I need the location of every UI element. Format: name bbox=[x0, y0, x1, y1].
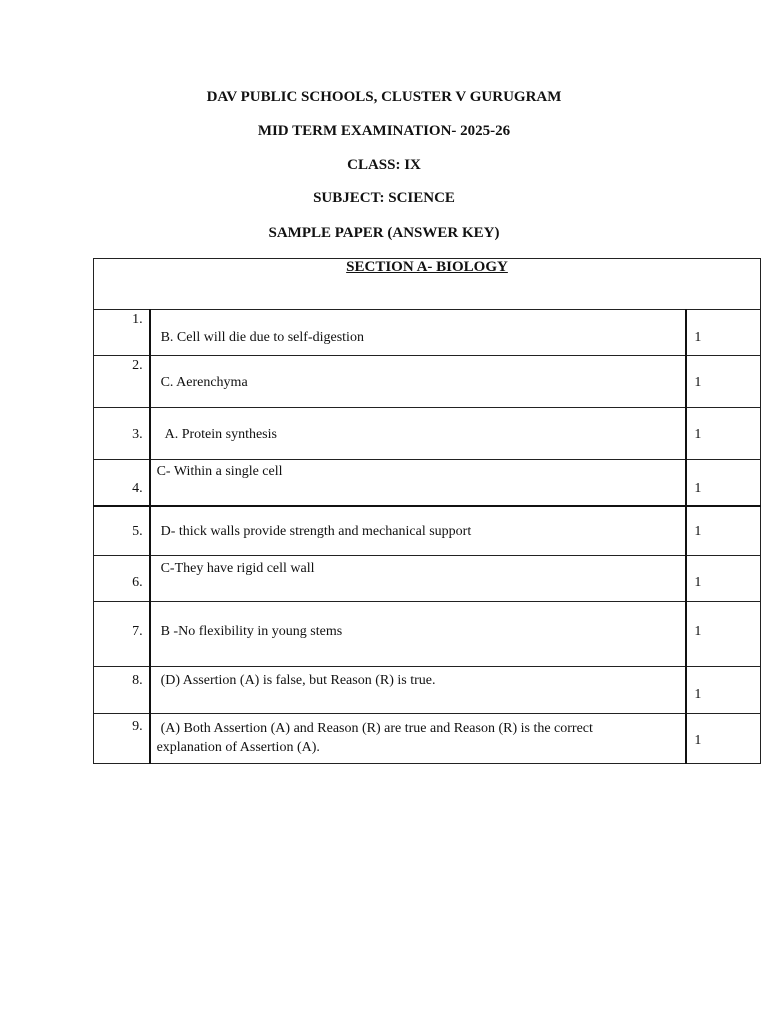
marks-value: 1 bbox=[686, 408, 760, 460]
marks-value: 1 bbox=[686, 460, 760, 506]
table-row bbox=[94, 714, 761, 764]
class-label: CLASS: IX bbox=[347, 157, 421, 173]
exam-title: MID TERM EXAMINATION- 2025-26 bbox=[257, 123, 511, 139]
table-row bbox=[94, 506, 761, 556]
table-row bbox=[94, 667, 761, 714]
question-number: 1. bbox=[94, 310, 150, 356]
paper-title: SAMPLE PAPER (ANSWER KEY) bbox=[268, 225, 500, 241]
question-number: 8. bbox=[94, 667, 150, 714]
answer-text: A. Protein synthesis bbox=[150, 408, 687, 460]
question-number: 6. bbox=[94, 556, 150, 602]
section-header-row bbox=[94, 259, 761, 310]
answer-text: B. Cell will die due to self-digestion bbox=[150, 310, 687, 356]
table-row bbox=[94, 356, 761, 408]
answer-text: (D) Assertion (A) is false, but Reason (R) is true. bbox=[150, 667, 687, 714]
answer-text: C-They have rigid cell wall bbox=[150, 556, 687, 602]
question-number: 4. bbox=[94, 460, 150, 506]
question-number: 3. bbox=[94, 408, 150, 460]
school-name: DAV PUBLIC SCHOOLS, CLUSTER V GURUGRAM bbox=[206, 89, 562, 105]
marks-value: 1 bbox=[686, 667, 760, 714]
answer-text: C- Within a single cell bbox=[150, 460, 687, 506]
answer-text: C. Aerenchyma bbox=[150, 356, 687, 408]
question-number: 5. bbox=[94, 506, 150, 556]
answer-text: D- thick walls provide strength and mechanical support bbox=[150, 506, 687, 556]
section-title: SECTION A- BIOLOGY bbox=[94, 259, 761, 310]
marks-value: 1 bbox=[686, 556, 760, 602]
marks-value: 1 bbox=[686, 356, 760, 408]
marks-value: 1 bbox=[686, 506, 760, 556]
subject-label: SUBJECT: SCIENCE bbox=[313, 190, 455, 206]
marks-value: 1 bbox=[686, 714, 760, 764]
answer-key-table bbox=[93, 258, 761, 764]
question-number: 9. bbox=[94, 714, 150, 764]
table-row bbox=[94, 556, 761, 602]
answer-text bbox=[150, 714, 687, 764]
marks-value: 1 bbox=[686, 310, 760, 356]
answer-text: B -No flexibility in young stems bbox=[150, 602, 687, 667]
table-row bbox=[94, 602, 761, 667]
answer-text-line-1: (A) Both Assertion (A) and Reason (R) are true and Reason (R) is the correct bbox=[160, 721, 593, 736]
table-row bbox=[94, 460, 761, 506]
table-row bbox=[94, 408, 761, 460]
table-row bbox=[94, 310, 761, 356]
answer-text-line-2: explanation of Assertion (A). bbox=[156, 740, 320, 755]
question-number: 2. bbox=[94, 356, 150, 408]
question-number: 7. bbox=[94, 602, 150, 667]
marks-value: 1 bbox=[686, 602, 760, 667]
